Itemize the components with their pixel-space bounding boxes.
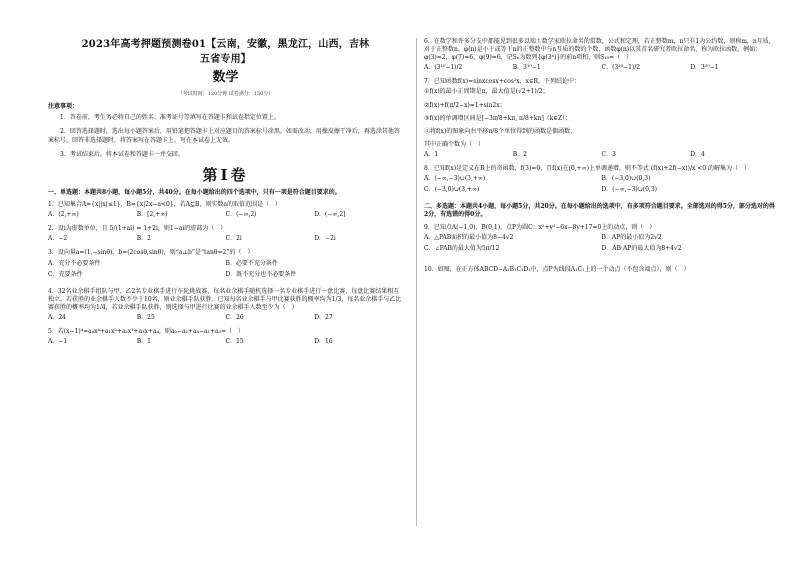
question-9 xyxy=(424,224,779,256)
right-column xyxy=(424,38,779,276)
title-line-2: 五省专用】 xyxy=(200,53,251,65)
option: A．1 xyxy=(424,150,439,158)
option: D．AB·AP的最大值为8+4√2 xyxy=(601,244,682,252)
question-tail: 其中正确个数为（ ） xyxy=(424,140,485,148)
option: A．充分不必要条件 xyxy=(48,259,101,267)
option: A．(2,+∞) xyxy=(48,211,79,219)
question-stem: 3．设向量a=(1,−sinθ)，b=(2cosθ,sinθ)，则“a⊥b”是“tanθ=2”的（ ） xyxy=(48,249,254,257)
option-list xyxy=(48,235,403,243)
option: D．3²⁰−1 xyxy=(690,64,719,72)
option: B．2 xyxy=(136,235,151,243)
statement: ③f(x)的单调增区间是[−3π/8+kπ, π/8+kπ]（k∈Z）； xyxy=(424,114,572,122)
question-6 xyxy=(424,38,779,72)
option: D．4 xyxy=(690,150,705,158)
option: B．必要不充分条件 xyxy=(225,259,278,267)
option-list xyxy=(48,338,403,346)
question-stem: 4．32名业余棋手组队与甲、乙2名专业棋手进行车轮挑战赛，每名业余棋手随机选择一名专业棋手进行一盘比赛，每盘比赛结果相互独立，若获胜的业余棋手人数不少于10名，则业余棋手队获胜．已知每名业余棋手与甲比赛获胜的概率均为1/3，每名业余棋手与乙比赛获胜的概率均为1/4，若业余棋手队获胜，则选择与甲进行比赛的业余棋手人数至少为（ ） xyxy=(48,287,402,311)
option-list xyxy=(48,314,403,322)
option: D．27 xyxy=(314,314,333,322)
statement: ②f(x)+f(π/2−x)=1+sin2x； xyxy=(424,101,506,109)
option: C．15 xyxy=(225,338,244,346)
statement: ④将f(x)的图象向右平移π/8个单位得到的函数是偶函数， xyxy=(424,127,577,135)
notes-title: 注意事项： xyxy=(48,103,79,111)
option-list xyxy=(48,211,403,219)
option: C．∠PAB的最大值为5π/12 xyxy=(424,244,500,252)
option: C．(−∞,2) xyxy=(225,211,257,219)
exam-title xyxy=(48,38,403,67)
option: C．26 xyxy=(225,314,244,322)
option-list xyxy=(424,64,779,72)
option: B．25 xyxy=(136,314,155,322)
option: A．−2 xyxy=(48,235,68,243)
option: A．24 xyxy=(48,314,66,322)
option: A．(−∞,−3)∪(3,+∞) xyxy=(424,175,486,183)
statement: ①f(x)的最小正周期是π，最大值是(√2+1)/2； xyxy=(424,88,549,96)
question-stem: 8．已知f(x)是定义在R上的奇函数，f(3)=0，且f(x)在(0,+∞)上单调递增，则不等式 (f(x)+2f(−x))/x <0 的解集为（ ） xyxy=(424,165,751,173)
notes-block xyxy=(48,103,403,158)
question-4 xyxy=(48,288,403,322)
option-list xyxy=(48,260,403,282)
question-1 xyxy=(48,201,403,219)
option-list xyxy=(424,151,779,159)
question-stem: 2．设i为虚数单位，且 5/(1+ai) = 1+2i，则1−ai的虚部为（ ） xyxy=(48,225,227,233)
exam-info: （考试时间：120分钟 试卷满分：150分） xyxy=(177,90,274,97)
question-stem: 7．已知函数f(x)=sinxcosx+cos²x，x∈R，下列结论中： xyxy=(424,78,581,86)
note-item: 2．回答选择题时，选出每小题答案后，用铅笔把答题卡上对应题目的答案标号涂黑。如需改动，用橡皮擦干净后，再选涂其他答案标号。回答非选择题时，将答案写在答题卡上。写在本试卷上无效。 xyxy=(48,128,400,144)
left-column xyxy=(48,38,403,352)
option: A．(3¹⁰−1)/2 xyxy=(424,64,463,72)
note-item: 1．答卷前，考生务必将自己的姓名、准考证号等填写在答题卡和试卷指定位置上。 xyxy=(60,114,280,122)
option: C．(3²⁰−1)/2 xyxy=(601,64,641,72)
option: A．−1 xyxy=(48,338,68,346)
question-7 xyxy=(424,78,779,159)
note-item: 3．考试结束后，将本试卷和答题卡一并交回。 xyxy=(60,150,184,158)
option: B．AP的最小值为2√2 xyxy=(601,233,662,241)
option: B．[2,+∞) xyxy=(136,211,168,219)
question-stem: 9．已知点A(−1,0)，B(0,1)，点P为圆C：x²+y²−6x−8y+17=0上的动点，则（ ） xyxy=(424,223,656,231)
question-3 xyxy=(48,249,403,281)
section-heading-single-choice: 一、单选题：本题共8小题，每小题5分，共40分。在每小题给出的四个选项中，只有一项是符合题目要求的。 xyxy=(48,189,341,197)
title-line-1: 2023年高考押题预测卷01【云南，安徽，黑龙江，山西，吉林 xyxy=(81,39,370,50)
option: C．2i xyxy=(225,235,242,243)
option: C．3 xyxy=(601,150,616,158)
option: B．2 xyxy=(512,150,527,158)
question-stem: 5．若(x−1)⁴=a₀x⁴+a₁x³+a₂x²+a₃x+a₄，则a₀−a₂+a₄−a₁+a₃=（ ） xyxy=(48,328,244,336)
option: C．充要条件 xyxy=(48,270,83,278)
option: A．△PAB面积的最小值为8−4√2 xyxy=(424,233,514,241)
option: B．(−3,0)∪(0,3) xyxy=(601,175,651,183)
option: C．(−3,0)∪(3,+∞) xyxy=(424,186,480,194)
question-2 xyxy=(48,225,403,243)
question-stem: 1．已知集合A={x||x|≤1}，B={x|2x−a<0}，若A⊆B，则实数a的取值范围是（ ） xyxy=(48,201,281,209)
option-list xyxy=(424,234,779,256)
subject-heading: 数学 xyxy=(212,70,239,85)
question-10-stem: 10．如图，在正方体ABCD−A₁B₁C₁D₁中，点P为线段A₁C₁上的一个动点（不包含端点），则（ ） xyxy=(424,265,690,273)
option: D．−2i xyxy=(314,235,336,243)
question-5 xyxy=(48,328,403,346)
section-heading-multiple-choice: 二、多选题：本题共4小题，每小题5分，共20分。在每小题给出的选项中，有多项符合题目要求。全部选对的得5分，部分选对的得2分，有选错的得0分。 xyxy=(424,203,775,219)
volume-heading: 第Ⅰ卷 xyxy=(202,165,249,184)
question-stem: 6．在数学和许多分支中都能见到很多以瑞士数学家欧拉命名的常数，公式和定理，若正整数m，n只有1为公约数，则称m，n互质，对于正整数n，φ(n)是小于或等于n的正整数中与n互质的数的个数，函数φ(n)以其首名研究者欧拉命名，称为欧拉函数，例如：φ(3)=2，φ(7)=6，φ(9)=6，记Sₙ为数列{φ(3ⁿ)}的前n项和，则S₁₀=（ ） xyxy=(424,38,775,62)
option-list xyxy=(424,175,779,197)
option: D．(−∞,2] xyxy=(314,211,346,219)
option: D．(−∞,−3)∪(0,3) xyxy=(601,186,658,194)
option: D．既不充分也不必要条件 xyxy=(225,270,297,278)
option: B．3¹⁰−1 xyxy=(512,64,541,72)
option: D．16 xyxy=(314,338,333,346)
question-8 xyxy=(424,165,779,197)
option: B．1 xyxy=(136,338,151,346)
column-divider xyxy=(416,38,417,526)
